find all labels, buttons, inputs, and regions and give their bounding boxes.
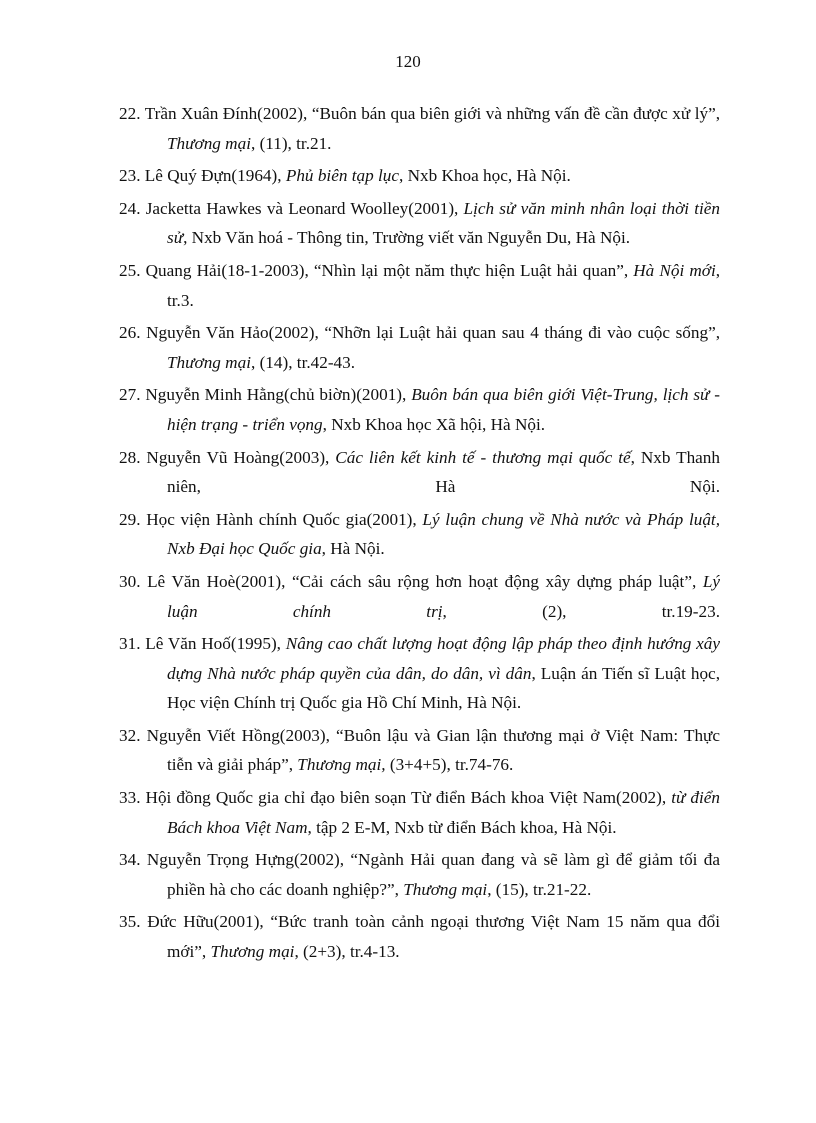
reference-title: Lý luận chung về Nhà nước và Pháp luật, Nxb Đại học Quốc gia [167, 509, 720, 559]
reference-text: , (2+3), tr.4-13. [294, 942, 400, 962]
reference-item [119, 443, 720, 502]
reference-text: , Nxb Thanh niên, Hà Nội. [167, 447, 720, 497]
reference-text: , tập 2 E-M, Nxb từ điển Bách khoa, Hà Nội. [307, 817, 617, 837]
reference-title: Thương mại [167, 352, 251, 372]
page-number: 120 [395, 52, 421, 71]
reference-text: , (2), tr.19-23. [442, 601, 720, 621]
reference-item [119, 194, 720, 253]
reference-item [119, 99, 720, 158]
reference-title: Nâng cao chất lượng hoạt động lập pháp theo định hướng xây dựng Nhà nước pháp quyền của dân, do dân, vì dân [167, 634, 721, 683]
reference-text: , (15), tr.21-22. [487, 879, 592, 899]
reference-number: 30. [119, 571, 141, 591]
reference-title: Thương mại [210, 942, 295, 962]
reference-number: 27. [119, 385, 141, 405]
reference-text: , Luận án Tiến sĩ Luật học, Học viện Chính trị Quốc gia Hồ Chí Minh, Hà Nội. [167, 663, 720, 713]
reference-text: , Nxb Khoa học, Hà Nội. [398, 166, 571, 186]
reference-item [119, 721, 720, 780]
reference-item [119, 567, 720, 626]
reference-text: Quang Hải(18-1-2003), “Nhìn lại một năm thực hiện Luật hải quan”, [145, 260, 634, 280]
reference-number: 34. [119, 850, 141, 870]
reference-number: 24. [119, 198, 141, 218]
reference-text: Nguyễn Vũ Hoàng(2003), [146, 447, 336, 467]
reference-item [119, 907, 720, 966]
reference-number: 26. [119, 323, 141, 343]
reference-title: từ điển Bách khoa Việt Nam [167, 788, 720, 837]
reference-title: Lịch sử văn minh nhân loại thời tiền sử [167, 198, 721, 248]
reference-title: Các liên kết kinh tế - thương mại quốc tế [335, 447, 631, 467]
reference-item [119, 256, 720, 315]
reference-title: Hà Nội mới [633, 260, 716, 280]
reference-number: 22. [119, 104, 141, 123]
reference-list [119, 99, 720, 970]
reference-text: Nguyễn Trọng Hựng(2002), “Ngành Hải quan đang và sẽ làm gì để giảm tối đa phiền hà cho các doanh nghiệp?”, [146, 850, 721, 899]
reference-text: , Nxb Văn hoá - Thông tin, Trường viết văn Nguyễn Du, Hà Nội. [183, 228, 631, 248]
reference-item [119, 505, 720, 564]
reference-text: (3+4+5), tr.74-76. [385, 755, 514, 775]
reference-title: Buôn bán qua biên giới Việt-Trung, lịch sử - hiện trạng - triển vọng [167, 385, 720, 434]
reference-number: 33. [119, 788, 141, 808]
reference-number: 29. [119, 509, 141, 529]
reference-text: Lê Quý Đựn(1964), [144, 166, 286, 186]
reference-text: , tr.3. [167, 260, 721, 310]
reference-title: Thương mại [167, 133, 251, 153]
reference-item [119, 629, 720, 718]
reference-number: 23. [119, 166, 141, 186]
reference-text: , (11), tr.21. [250, 133, 332, 153]
reference-number: 25. [119, 260, 141, 280]
reference-text: Jacketta Hawkes và Leonard Woolley(2001), [145, 198, 464, 218]
reference-text: Nguyễn Minh Hằng(chủ biờn)(2001), [145, 385, 412, 405]
reference-item [119, 845, 720, 904]
reference-number: 32. [119, 725, 141, 745]
reference-text: Nguyễn Văn Hảo(2002), “Nhỡn lại Luật hải quan sau 4 tháng đi vào cuộc sống”, [146, 323, 720, 343]
reference-title: Thương mại, [297, 755, 386, 775]
reference-text: Lê Văn Hoè(2001), “Cải cách sâu rộng hơn hoạt động xây dựng pháp luật”, [147, 571, 703, 591]
reference-number: 35. [119, 912, 141, 932]
reference-item [119, 318, 720, 377]
reference-title: Phủ biên tạp lục [285, 166, 399, 186]
reference-title: Lý luận chính trị [167, 571, 721, 621]
reference-item [119, 380, 720, 439]
reference-text: , (14), tr.42-43. [250, 352, 356, 372]
reference-text: Lê Văn Hoố(1995), [145, 634, 286, 654]
reference-text: Hội đồng Quốc gia chỉ đạo biên soạn Từ điển Bách khoa Việt Nam(2002), [145, 788, 672, 808]
reference-text: Nguyễn Viết Hồng(2003), “Buôn lậu và Gian lận thương mại ở Việt Nam: Thực tiễn và giải pháp”, [146, 725, 720, 775]
reference-text: , Nxb Khoa học Xã hội, Hà Nội. [322, 414, 546, 434]
reference-text: , Hà Nội. [321, 539, 385, 559]
reference-text: Trần Xuân Đính(2002), “Buôn bán qua biên giới và những vấn đề cần được xử lý”, [144, 104, 720, 123]
reference-title: Thương mại [403, 879, 488, 899]
reference-number: 28. [119, 447, 141, 467]
reference-number: 31. [119, 634, 141, 654]
reference-text: Đức Hữu(2001), “Bức tranh toàn cảnh ngoại thương Việt Nam 15 năm qua đổi mới”, [147, 912, 721, 962]
reference-text: Học viện Hành chính Quốc gia(2001), [146, 509, 423, 529]
reference-item [119, 161, 720, 191]
reference-item [119, 783, 720, 842]
